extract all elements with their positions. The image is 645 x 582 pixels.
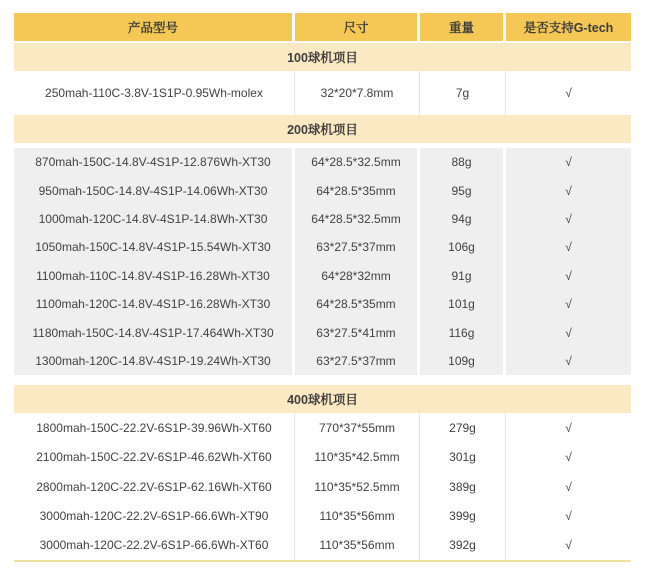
weight-cell: 91g bbox=[420, 262, 503, 290]
gtech-support-cell: √ bbox=[506, 443, 631, 472]
product-model-cell: 1000mah-120C-14.8V-4S1P-14.8Wh-XT30 bbox=[14, 205, 292, 233]
table-row bbox=[14, 290, 631, 318]
table-row bbox=[14, 472, 631, 501]
table-row bbox=[14, 233, 631, 261]
size-cell: 110*35*52.5mm bbox=[295, 472, 420, 501]
gtech-support-cell: √ bbox=[506, 205, 631, 233]
size-cell: 770*37*55mm bbox=[295, 413, 420, 442]
gtech-support-cell: √ bbox=[506, 318, 631, 346]
gtech-support-cell: √ bbox=[506, 71, 631, 115]
section-rows bbox=[14, 148, 631, 375]
table-row bbox=[14, 71, 631, 115]
table-row bbox=[14, 176, 631, 204]
size-cell: 64*28*32mm bbox=[295, 262, 417, 290]
size-cell: 110*35*56mm bbox=[295, 531, 420, 560]
product-model-cell: 1100mah-120C-14.8V-4S1P-16.28Wh-XT30 bbox=[14, 290, 292, 318]
gtech-support-cell: √ bbox=[506, 233, 631, 261]
table-header-row bbox=[14, 13, 631, 41]
section-rows bbox=[14, 71, 631, 115]
product-model-cell: 870mah-150C-14.8V-4S1P-12.876Wh-XT30 bbox=[14, 148, 292, 176]
product-model-cell: 3000mah-120C-22.2V-6S1P-66.6Wh-XT90 bbox=[14, 501, 295, 530]
table-sections bbox=[14, 43, 631, 560]
section-title: 400球机项目 bbox=[14, 385, 631, 413]
product-model-cell: 2100mah-150C-22.2V-6S1P-46.62Wh-XT60 bbox=[14, 443, 295, 472]
product-model-cell: 2800mah-120C-22.2V-6S1P-62.16Wh-XT60 bbox=[14, 472, 295, 501]
section-title: 200球机项目 bbox=[14, 115, 631, 143]
product-model-cell: 3000mah-120C-22.2V-6S1P-66.6Wh-XT60 bbox=[14, 531, 295, 560]
weight-cell: 279g bbox=[420, 413, 506, 442]
weight-cell: 301g bbox=[420, 443, 506, 472]
weight-cell: 95g bbox=[420, 176, 503, 204]
product-model-cell: 1180mah-150C-14.8V-4S1P-17.464Wh-XT30 bbox=[14, 318, 292, 346]
size-cell: 63*27.5*37mm bbox=[295, 233, 417, 261]
gtech-support-cell: √ bbox=[506, 262, 631, 290]
size-cell: 64*28.5*35mm bbox=[295, 176, 417, 204]
size-cell: 64*28.5*32.5mm bbox=[295, 148, 417, 176]
product-model-cell: 1800mah-150C-22.2V-6S1P-39.96Wh-XT60 bbox=[14, 413, 295, 442]
table-section bbox=[14, 385, 631, 560]
gtech-support-cell: √ bbox=[506, 290, 631, 318]
product-model-cell: 950mah-150C-14.8V-4S1P-14.06Wh-XT30 bbox=[14, 176, 292, 204]
gtech-support-cell: √ bbox=[506, 472, 631, 501]
table-section bbox=[14, 115, 631, 375]
table-row bbox=[14, 531, 631, 560]
product-model-cell: 250mah-110C-3.8V-1S1P-0.95Wh-molex bbox=[14, 71, 295, 115]
section-title: 100球机项目 bbox=[14, 43, 631, 71]
weight-cell: 399g bbox=[420, 501, 506, 530]
gtech-support-cell: √ bbox=[506, 413, 631, 442]
column-header-gtech-support: 是否支持G-tech bbox=[506, 13, 631, 41]
size-cell: 110*35*56mm bbox=[295, 501, 420, 530]
table-row bbox=[14, 347, 631, 375]
table-row bbox=[14, 318, 631, 346]
weight-cell: 116g bbox=[420, 318, 503, 346]
gtech-support-cell: √ bbox=[506, 176, 631, 204]
table-row bbox=[14, 413, 631, 442]
size-cell: 110*35*42.5mm bbox=[295, 443, 420, 472]
gtech-support-cell: √ bbox=[506, 531, 631, 560]
weight-cell: 392g bbox=[420, 531, 506, 560]
weight-cell: 94g bbox=[420, 205, 503, 233]
size-cell: 32*20*7.8mm bbox=[295, 71, 420, 115]
weight-cell: 88g bbox=[420, 148, 503, 176]
gtech-support-cell: √ bbox=[506, 501, 631, 530]
gtech-support-cell: √ bbox=[506, 148, 631, 176]
size-cell: 64*28.5*32.5mm bbox=[295, 205, 417, 233]
size-cell: 63*27.5*37mm bbox=[295, 347, 417, 375]
weight-cell: 7g bbox=[420, 71, 506, 115]
weight-cell: 106g bbox=[420, 233, 503, 261]
table-row bbox=[14, 205, 631, 233]
weight-cell: 109g bbox=[420, 347, 503, 375]
column-header-product-model: 产品型号 bbox=[14, 13, 292, 41]
product-model-cell: 1100mah-110C-14.8V-4S1P-16.28Wh-XT30 bbox=[14, 262, 292, 290]
product-model-cell: 1050mah-150C-14.8V-4S1P-15.54Wh-XT30 bbox=[14, 233, 292, 261]
table-row bbox=[14, 501, 631, 530]
size-cell: 63*27.5*41mm bbox=[295, 318, 417, 346]
table-bottom-rule bbox=[14, 560, 631, 562]
weight-cell: 389g bbox=[420, 472, 506, 501]
product-model-cell: 1300mah-120C-14.8V-4S1P-19.24Wh-XT30 bbox=[14, 347, 292, 375]
table-section bbox=[14, 43, 631, 115]
column-header-size: 尺寸 bbox=[295, 13, 417, 41]
column-header-weight: 重量 bbox=[420, 13, 503, 41]
table-row bbox=[14, 148, 631, 176]
table-row bbox=[14, 443, 631, 472]
size-cell: 64*28.5*35mm bbox=[295, 290, 417, 318]
gtech-support-cell: √ bbox=[506, 347, 631, 375]
spec-table bbox=[14, 13, 631, 562]
table-row bbox=[14, 262, 631, 290]
weight-cell: 101g bbox=[420, 290, 503, 318]
section-rows bbox=[14, 413, 631, 560]
